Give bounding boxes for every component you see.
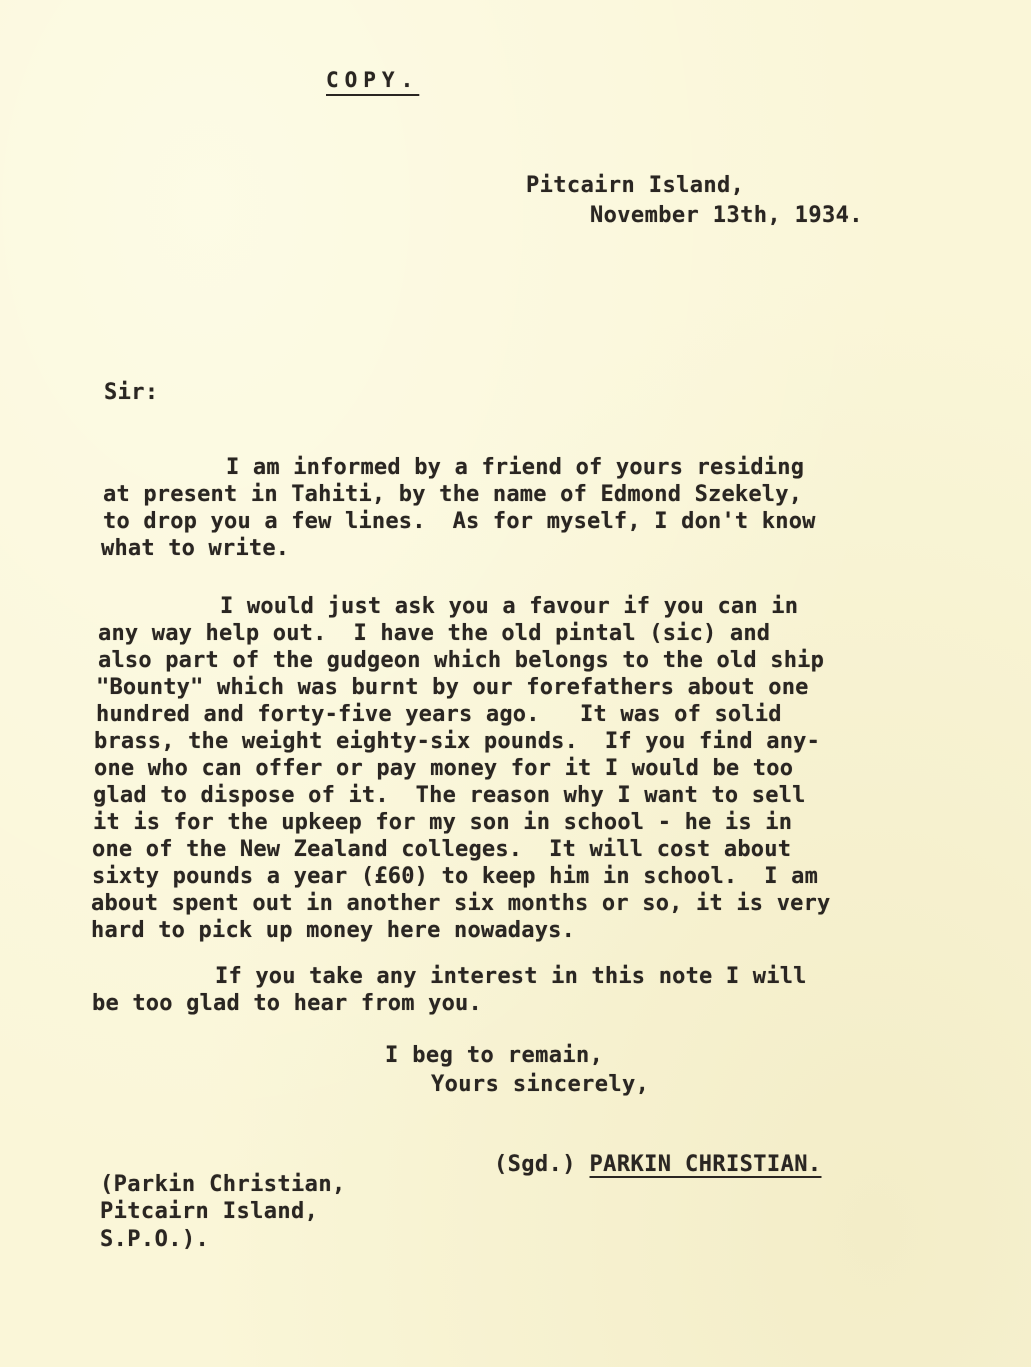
address-line-1: (Parkin Christian, <box>100 1172 346 1197</box>
letter-date: November 13th, 1934. <box>590 203 863 228</box>
copy-heading: COPY. <box>326 68 420 92</box>
closing-line-2: Yours sincerely, <box>431 1072 650 1097</box>
paragraph-2-line-6: brass, the weight eighty-six pounds. If you find any- <box>94 729 821 754</box>
signature-prefix: (Sgd.) <box>494 1152 576 1177</box>
signature-name: PARKIN CHRISTIAN. <box>589 1152 822 1177</box>
signature-block <box>494 1152 822 1177</box>
paragraph-2-line-12: about spent out in another six months or so, it is very <box>91 891 831 916</box>
paragraph-2-line-7: one who can offer or pay money for it I would be too <box>94 756 794 781</box>
paragraph-2-line-3: also part of the gudgeon which belongs to the old ship <box>98 648 825 673</box>
paragraph-2-line-4: "Bounty" which was burnt by our forefathers about one <box>96 675 809 700</box>
paragraph-1-line-4: what to write. <box>101 536 290 561</box>
paragraph-2-line-8: glad to dispose of it. The reason why I want to sell <box>93 783 806 808</box>
paragraph-2-line-1: I would just ask you a favour if you can in <box>220 594 799 619</box>
paragraph-2-line-13: hard to pick up money here nowadays. <box>91 918 576 943</box>
paragraph-3-line-1: If you take any interest in this note I will <box>215 964 807 989</box>
paragraph-2-line-11: sixty pounds a year (£60) to keep him in school. I am <box>92 864 819 889</box>
paragraph-2-line-2: any way help out. I have the old pintal (sic) and <box>98 621 771 646</box>
paragraph-2-line-5: hundred and forty-five years ago. It was of solid <box>96 702 782 727</box>
address-line-2: Pitcairn Island, <box>100 1199 319 1224</box>
salutation: Sir: <box>104 380 159 405</box>
address-line-3: S.P.O.). <box>100 1227 210 1252</box>
paragraph-1-line-2: at present in Tahiti, by the name of Edmond Szekely, <box>103 482 803 507</box>
paragraph-2-line-9: it is for the upkeep for my son in school - he is in <box>93 810 793 835</box>
paragraph-3-line-2: be too glad to hear from you. <box>92 991 482 1016</box>
paragraph-1-line-3: to drop you a few lines. As for myself, I don't know <box>103 509 816 534</box>
paragraph-1-line-1: I am informed by a friend of yours residing <box>226 455 805 480</box>
paragraph-2-line-10: one of the New Zealand colleges. It will cost about <box>92 837 792 862</box>
sender-place: Pitcairn Island, <box>526 173 745 198</box>
closing-line-1: I beg to remain, <box>385 1043 604 1068</box>
